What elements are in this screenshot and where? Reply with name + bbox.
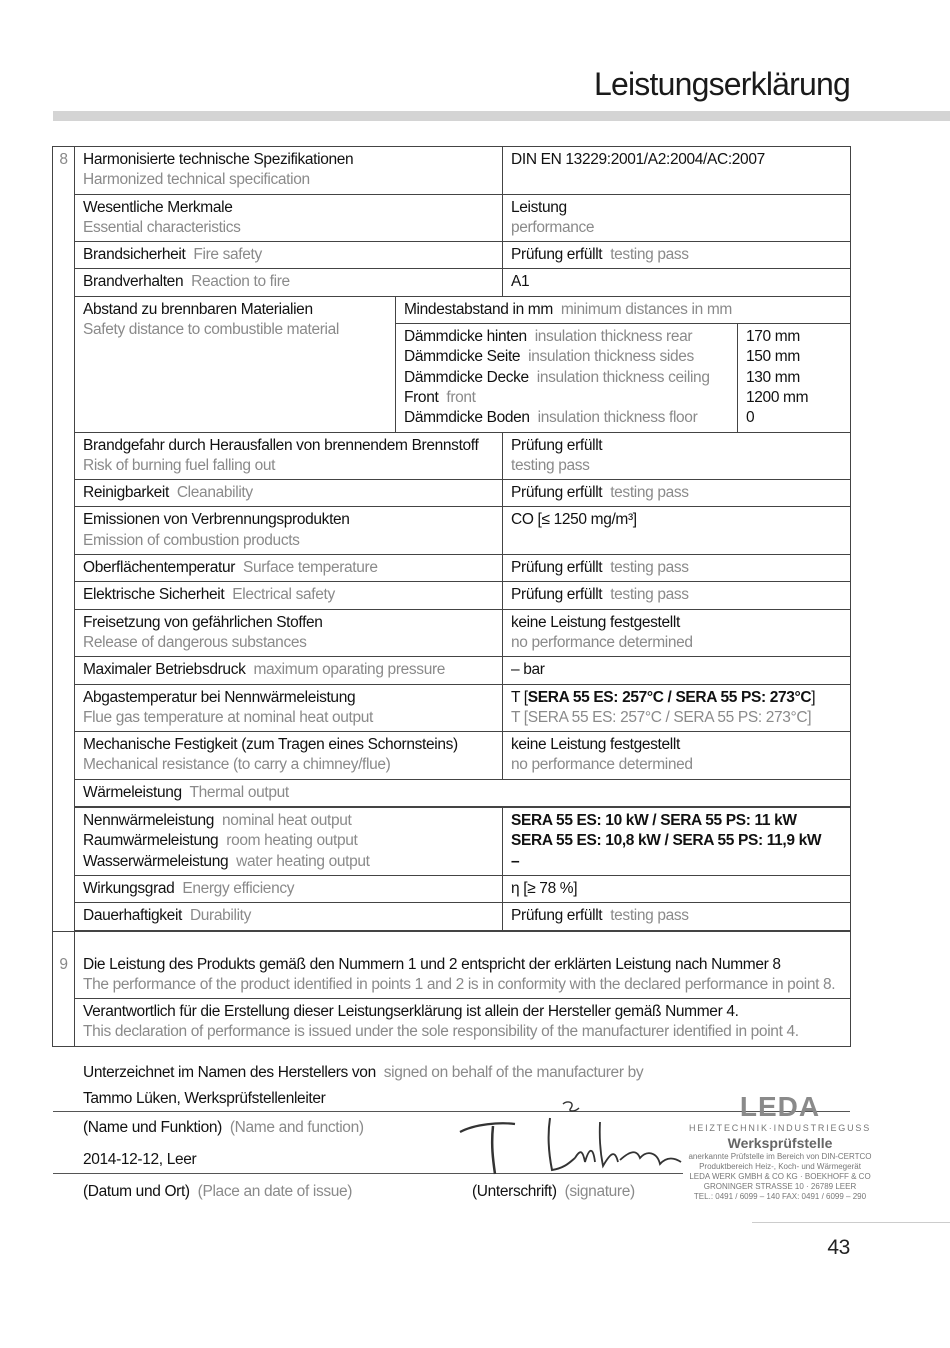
page-number: 43 [827, 1236, 850, 1259]
table-row [53, 242, 851, 269]
table-row [53, 903, 851, 930]
list-item: Dämmdicke Seite insulation thickness sides [404, 348, 694, 366]
table-row [53, 875, 851, 902]
distance-value: 170 mm [746, 328, 800, 346]
surface-temp-value-en: testing pass [610, 559, 689, 577]
durability-label: Dauerhaftigkeit [83, 907, 183, 925]
output-value: SERA 55 ES: 10,8 kW / SERA 55 PS: 11,9 kW [511, 832, 822, 850]
efficiency-value: η [≥ 78 %] [503, 875, 851, 902]
fuel-falling-value: Prüfung erfüllt [511, 436, 603, 454]
table-row [53, 999, 851, 1047]
list-item: Raumwärmeleistung room heating output [83, 832, 358, 850]
characteristics-label-en: Essential characteristics [83, 218, 241, 236]
mechanical-label-en: Mechanical resistance (to carry a chimney/flue) [83, 756, 391, 774]
page-title: Leistungserklärung [594, 66, 850, 102]
table-row [53, 732, 851, 780]
stamp-line: Produktbereich Heiz-, Koch- und Wärmegerät [699, 1162, 861, 1171]
mechanical-value: keine Leistung festgestellt [511, 736, 680, 754]
characteristics-value: Leistung [511, 198, 567, 216]
distance-value: 150 mm [746, 348, 800, 366]
stamp-line: anerkannte Prüfstelle im Bereich von DIN-CERTCO [688, 1152, 872, 1161]
table-row [53, 296, 851, 323]
conformity-text-en: The performance of the product identified in points 1 and 2 is in conformity with the declared performance in point 8. [83, 975, 836, 993]
cleanability-value-en: testing pass [610, 484, 689, 502]
table-row [53, 269, 851, 296]
signer-name: Tammo Lüken, Werksprüfstellenleiter [83, 1090, 326, 1107]
handwritten-signature [455, 1100, 685, 1190]
durability-label-en: Durability [189, 907, 252, 925]
emissions-label-en: Emission of combustion products [83, 531, 300, 549]
output-value: – [511, 852, 520, 870]
dangerous-value: keine Leistung festgestellt [511, 613, 680, 631]
section-number: 8 [53, 147, 75, 932]
flue-temp-value: T [SERA 55 ES: 257°C / SERA 55 PS: 273°C] [511, 688, 816, 706]
fire-safety-value-en: testing pass [610, 246, 689, 264]
leda-logo: LEDA [739, 1091, 821, 1122]
stamp-line: TEL.: 0491 / 6099 – 140 FAX: 0491 / 6099 – 290 [693, 1192, 867, 1201]
stamp-line: GRONINGER STRASSE 10 · 26789 LEER [703, 1182, 857, 1191]
stamp-line: LEDA WERK GMBH & CO KG · BOEKHOFF & CO [689, 1172, 871, 1181]
min-distance-label-en: minimum distances in mm [560, 300, 732, 318]
fuel-falling-value-en: testing pass [511, 456, 590, 474]
emissions-label: Emissionen von Verbrennungsprodukten [83, 511, 350, 529]
date-label: (Datum und Ort) (Place an date of issue) [83, 1183, 353, 1200]
signed-by-label: Unterzeichnet im Namen des Herstellers von signed on behalf of the manufacturer by [83, 1064, 644, 1081]
reaction-fire-label: Brandverhalten [83, 273, 184, 291]
table-row [53, 480, 851, 507]
characteristics-label: Wesentliche Merkmale [83, 198, 233, 216]
pressure-label-en: maximum oparating pressure [253, 661, 446, 679]
fire-safety-label: Brandsicherheit [83, 246, 186, 264]
table-row [53, 582, 851, 609]
responsibility-text: Verantwortlich für die Erstellung dieser Leistungserklärung ist allein der Hersteller gemäß Nummer 4. [83, 1003, 739, 1021]
header-bar [53, 111, 950, 121]
fire-safety-label-en: Fire safety [193, 246, 262, 264]
list-item: Front front [404, 388, 476, 406]
table-row [53, 931, 851, 999]
signature-label: (Unterschrift) (signature) [472, 1183, 635, 1200]
efficiency-label: Wirkungsgrad [83, 879, 175, 897]
list-item: Nennwärmeleistung nominal heat output [83, 812, 352, 830]
spec-value: DIN EN 13229:2001/A2:2004/AC:2007 [503, 147, 851, 195]
surface-temp-value: Prüfung erfüllt [511, 559, 603, 577]
emissions-value: CO [≤ 1250 mg/m³] [503, 507, 851, 555]
electrical-label-en: Electrical safety [232, 586, 335, 604]
pressure-label: Maximaler Betriebsdruck [83, 661, 246, 679]
reaction-fire-label-en: Reaction to fire [191, 273, 290, 291]
footer-divider [752, 1222, 950, 1223]
distance-value: 1200 mm [746, 388, 809, 406]
performance-table [52, 146, 851, 1047]
durability-value: Prüfung erfüllt [511, 907, 603, 925]
efficiency-label-en: Energy efficiency [182, 879, 295, 897]
mechanical-label: Mechanische Festigkeit (zum Tragen eines Schornsteins) [83, 736, 458, 754]
fuel-falling-label: Brandgefahr durch Herausfallen von brennendem Brennstoff [83, 436, 479, 454]
table-row [53, 684, 851, 732]
distance-value: 0 [746, 409, 755, 427]
distance-value: 130 mm [746, 368, 800, 386]
min-distance-label: Mindestabstand in mm [404, 300, 553, 318]
table-row [53, 507, 851, 555]
conformity-text: Die Leistung des Produkts gemäß den Nummern 1 und 2 entspricht der erklärten Leistung nach Nummer 8 [83, 955, 781, 973]
spec-label: Harmonisierte technische Spezifikationen [83, 151, 354, 168]
cleanability-label-en: Cleanability [176, 484, 253, 502]
company-stamp [680, 1092, 880, 1202]
mechanical-value-en: no performance determined [511, 756, 693, 774]
durability-value-en: testing pass [610, 907, 689, 925]
flue-temp-label: Abgastemperatur bei Nennwärmeleistung [83, 688, 356, 706]
cleanability-label: Reinigbarkeit [83, 484, 169, 502]
cleanability-value: Prüfung erfüllt [511, 484, 603, 502]
table-row [53, 194, 851, 242]
output-value: SERA 55 ES: 10 kW / SERA 55 PS: 11 kW [511, 812, 797, 830]
table-row [53, 147, 851, 195]
stamp-title: Werksprüfstelle [727, 1135, 833, 1151]
table-row [53, 609, 851, 657]
fire-safety-value: Prüfung erfüllt [511, 246, 603, 264]
dangerous-label: Freisetzung von gefährlichen Stoffen [83, 613, 323, 631]
dangerous-label-en: Release of dangerous substances [83, 633, 307, 651]
flue-temp-value-en: T [SERA 55 ES: 257°C / SERA 55 PS: 273°C] [511, 708, 812, 726]
thermal-label: Wärmeleistung [83, 783, 182, 801]
list-item: Dämmdicke Boden insulation thickness floor [404, 409, 698, 427]
table-row [53, 807, 851, 875]
table-row [53, 555, 851, 582]
list-item: Wasserwärmeleistung water heating output [83, 852, 370, 870]
surface-temp-label-en: Surface temperature [242, 559, 378, 577]
section-number: 9 [53, 931, 75, 1046]
pressure-value: – bar [503, 657, 851, 684]
surface-temp-label: Oberflächentemperatur [83, 559, 236, 577]
thermal-label-en: Thermal output [189, 783, 289, 801]
table-row [53, 779, 851, 807]
table-row [53, 657, 851, 684]
fuel-falling-label-en: Risk of burning fuel falling out [83, 456, 276, 474]
stamp-tagline: HEIZTECHNIK·INDUSTRIEGUSS [688, 1123, 871, 1133]
name-function-label: (Name und Funktion) (Name and function) [83, 1119, 364, 1136]
list-item: Dämmdicke Decke insulation thickness ceiling [404, 368, 710, 386]
list-item: Dämmdicke hinten insulation thickness rear [404, 328, 693, 346]
reaction-fire-value: A1 [503, 269, 851, 296]
dangerous-value-en: no performance determined [511, 633, 693, 651]
spec-label-en: Harmonized technical specification [83, 171, 310, 189]
distance-label-en: Safety distance to combustible material [83, 321, 340, 339]
characteristics-value-en: performance [511, 218, 595, 236]
flue-temp-label-en: Flue gas temperature at nominal heat output [83, 708, 373, 726]
electrical-value-en: testing pass [610, 586, 689, 604]
electrical-label: Elektrische Sicherheit [83, 586, 225, 604]
date-place: 2014-12-12, Leer [83, 1151, 197, 1168]
responsibility-text-en: This declaration of performance is issued under the sole responsibility of the manufacturer identified in point 4. [83, 1023, 799, 1041]
distance-label: Abstand zu brennbaren Materialien [83, 300, 313, 318]
electrical-value: Prüfung erfüllt [511, 586, 603, 604]
table-row [53, 432, 851, 480]
